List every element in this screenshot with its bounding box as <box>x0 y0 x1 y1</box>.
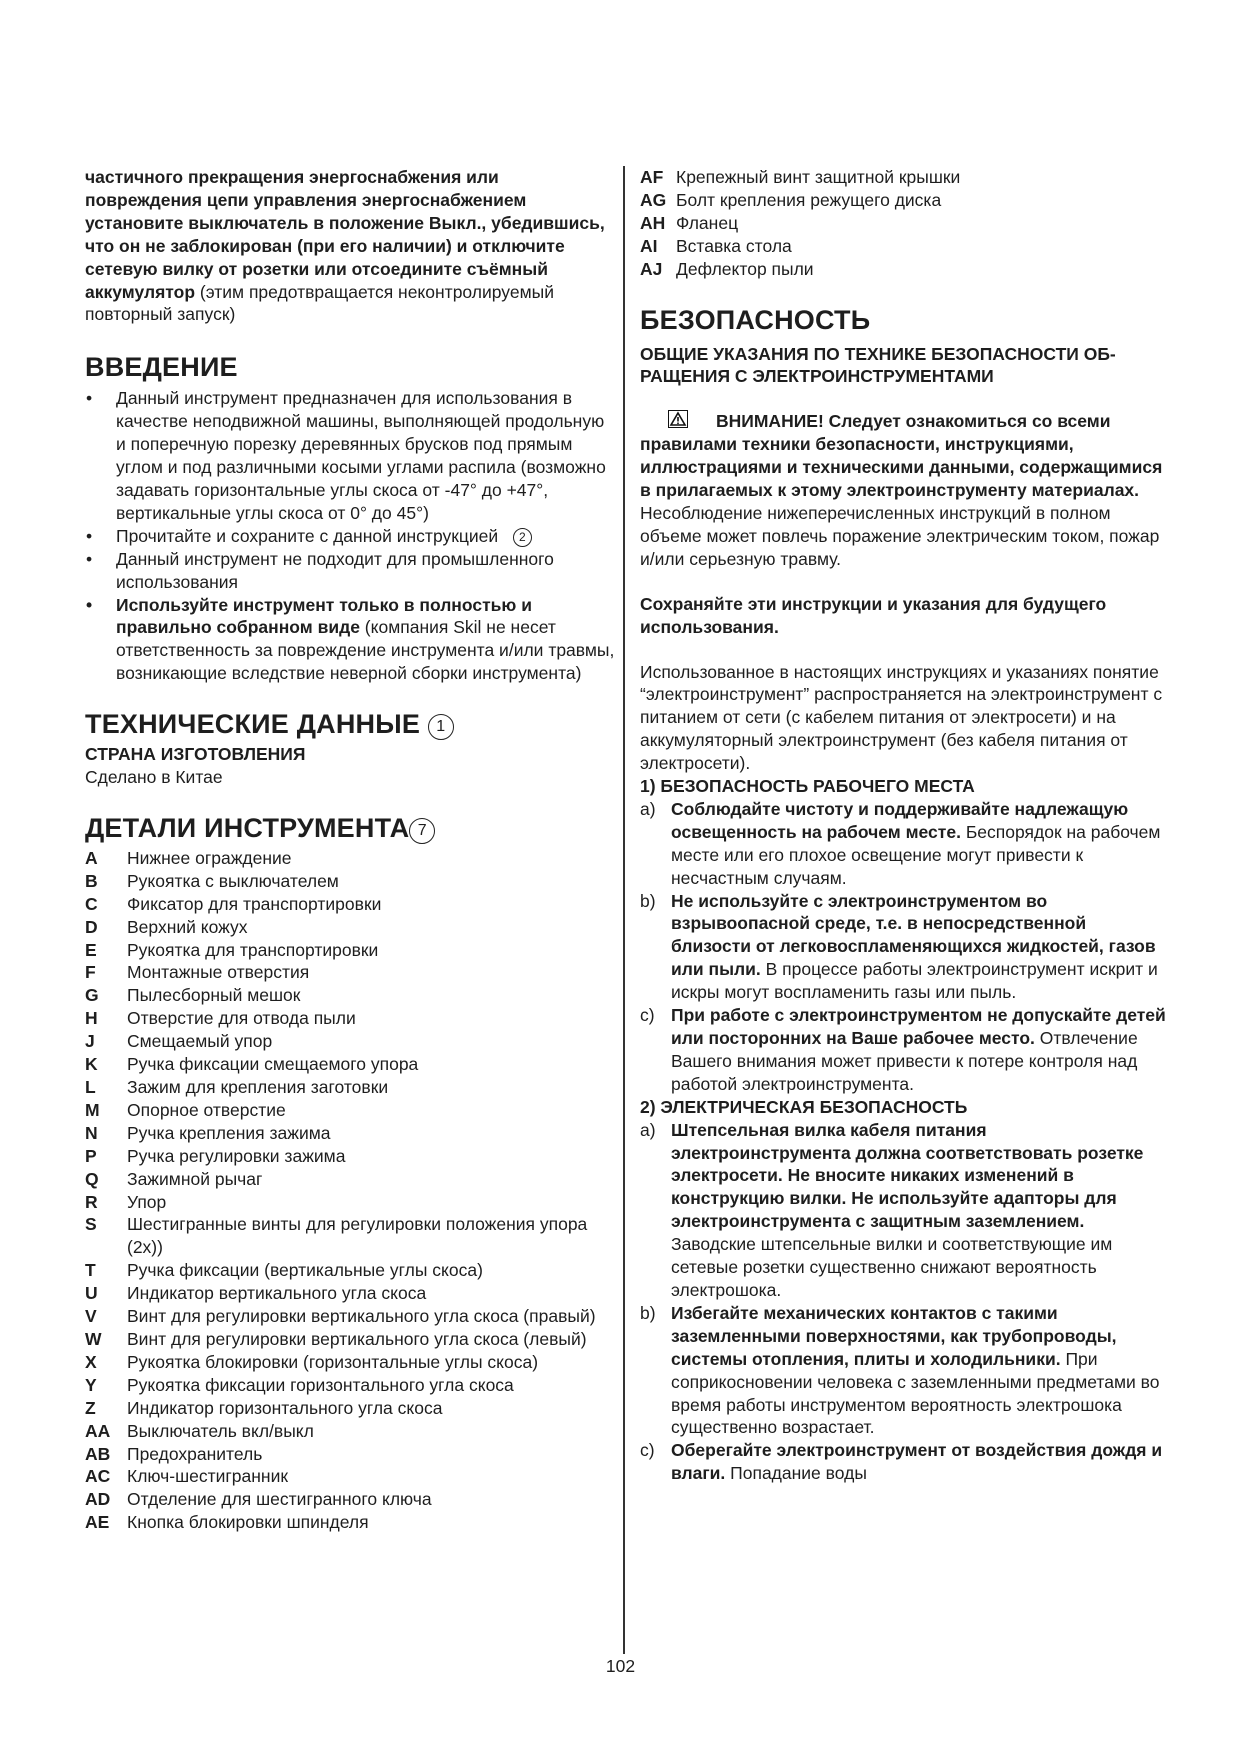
column-divider <box>623 166 625 1654</box>
part-item: J Смещаемый упор <box>85 1031 273 1052</box>
part-item: V Винт для регулировки вертикального угла скоса (правый) <box>85 1306 596 1327</box>
part-item: C Фиксатор для транспортировки <box>85 893 382 914</box>
right-column <box>640 166 1170 1485</box>
part-item: A Нижнее ограждение <box>85 847 292 868</box>
part-item: P Ручка регулировки зажима <box>85 1145 346 1166</box>
keep-instructions: Сохраняйте эти инструкции и указания для будущего использования. <box>640 593 1107 637</box>
safety-item: b) Избегайте механических контактов с такими заземленными поверхностями, как трубопроводы, системы отопления, плиты и холодильники. При соприкосновении человека с заземленными предметами во время работы инструментом вероятность электрошока существенно возрастает. <box>640 1302 1160 1438</box>
part-item: AB Предохранитель <box>85 1443 263 1464</box>
general-safety-title: ОБЩИЕ УКАЗАНИЯ ПО ТЕХНИКЕ БЕЗОПАСНОСТИ ОБ- РАЩЕНИЯ С ЭЛЕКТРОИНСТРУМЕНТАМИ <box>640 343 1116 387</box>
bullet-item: • Данный инструмент предназначен для использования в качестве неподвижной машины, выполняющей продольную и поперечную порезку деревянных брусков под прямым углом и под различными косыми углами распила (возможно задавать горизонтальные углы скоса от -47° до +47°, вертикальные углы скоса от 0° до 45°) <box>86 388 606 523</box>
bullet-item: • Прочитайте и сохраните с данной инструкцией 2 <box>85 525 615 548</box>
part-item: Y Рукоятка фиксации горизонтального угла скоса <box>85 1374 514 1395</box>
part-item: U Индикатор вертикального угла скоса <box>85 1283 427 1304</box>
country-title: СТРАНА ИЗГОТОВЛЕНИЯ <box>85 744 306 765</box>
part-item: AF Крепежный винт защитной крышки <box>640 167 961 187</box>
heading-tool-parts: ДЕТАЛИ ИНСТРУМЕНТА 7 <box>85 811 615 845</box>
intro-paragraph: частичного прекращения энергоснабжения или повреждения цепи управления энергоснабжением установите выключатель в положение Выкл., убедившись, что он не заблокирован (при его наличии) и отключите сетевую вилку от розетки или отсоедините съёмный аккумулятор (этим предотвращается неконтролируемый повторный запуск) <box>85 167 605 325</box>
part-item: M Опорное отверстие <box>85 1099 286 1120</box>
part-item: T Ручка фиксации (вертикальные углы скоса) <box>85 1260 483 1281</box>
figure-ref-badge: 2 <box>513 528 532 547</box>
page-number: 102 <box>605 1656 636 1676</box>
left-column <box>85 166 615 1534</box>
figure-ref-badge: 7 <box>409 818 435 844</box>
bullet-item: • Данный инструмент не подходит для промышленного использования <box>86 548 554 592</box>
country-value: Сделано в Китае <box>85 767 223 788</box>
part-item: AJ Дефлектор пыли <box>640 258 814 279</box>
heading-safety: БЕЗОПАСНОСТЬ <box>640 304 871 335</box>
part-item: N Ручка крепления зажима <box>85 1122 331 1143</box>
part-item: Z Индикатор горизонтального угла скоса <box>85 1397 443 1418</box>
part-item: AD Отделение для шестигранного ключа <box>85 1489 432 1510</box>
part-item: AH Фланец <box>640 212 739 233</box>
section-1-title: 1) БЕЗОПАСНОСТЬ РАБОЧЕГО МЕСТА <box>640 776 975 797</box>
part-item: X Рукоятка блокировки (горизонтальные углы скоса) <box>85 1351 539 1372</box>
part-item: H Отверстие для отвода пыли <box>85 1008 356 1029</box>
heading-technical-data: ТЕХНИЧЕСКИЕ ДАННЫЕ 1 <box>85 707 615 741</box>
bullet-item: • Используйте инструмент только в полностью и правильно собранном виде (компания Skil не несет ответственность за повреждение инструмента и/или травмы, возникающие вследствие неверной сборки инструмента) <box>86 594 615 684</box>
parts-list-right <box>640 166 1170 281</box>
part-item: B Рукоятка с выключателем <box>85 870 339 891</box>
part-item: S Шестигранные винты для регулировки положения упора (2x)) <box>85 1214 588 1258</box>
safety-item: c) При работе с электроинструментом не допускайте детей или посторонних на Ваше рабочее место. Отвлечение Вашего внимания может привести к потере контроля над работой электроинструмента. <box>640 1005 1166 1094</box>
part-item: AE Кнопка блокировки шпинделя <box>85 1512 369 1533</box>
warning-icon <box>668 410 688 428</box>
part-item: AA Выключатель вкл/выкл <box>85 1420 314 1441</box>
part-item: AC Ключ-шестигранник <box>85 1466 289 1487</box>
part-item: E Рукоятка для транспортировки <box>85 939 379 960</box>
part-item: R Упор <box>85 1191 167 1212</box>
parts-list-left <box>85 847 615 1534</box>
warning-paragraph: ВНИМАНИЕ! Следует ознакомиться со всеми правилами техники безопасности, инструкциями, иллюстрациями и техническими данными, содержащимися в прилагаемых к этому электроинструменту материалах. Несоблюдение нижеперечисленных инструкций в полном объеме может повлечь поражение электрическим током, пожар и/или серьезную травму. <box>640 411 1163 569</box>
part-item: AG Болт крепления режущего диска <box>640 189 942 210</box>
intro-bullets <box>85 387 615 685</box>
section-2-title: 2) ЭЛЕКТРИЧЕСКАЯ БЕЗОПАСНОСТЬ <box>640 1096 968 1117</box>
heading-introduction: ВВЕДЕНИЕ <box>85 352 238 383</box>
safety-item: a) Штепсельная вилка кабеля питания электроинструмента должна соответствовать розетке электросети. Не вносите никаких изменений в конструкцию вилки. Не используйте адапторы для электроинструмента с защитным заземлением. Заводские штепсельные вилки и соответствующие им сетевые розетки существенно снижают вероятность электрошока. <box>640 1119 1144 1300</box>
safety-item: b) Не используйте с электроинструментом во взрывоопасной среде, т.е. в непосредственной близости от легковоспламеняющихся жидкостей, газов или пыли. В процессе работы электроинструмент искрит и искры могут воспламенить газы или пыль. <box>640 890 1158 1003</box>
part-item: W Винт для регулировки вертикального угла скоса (левый) <box>85 1328 587 1349</box>
part-item: L Зажим для крепления заготовки <box>85 1077 389 1097</box>
part-item: D Верхний кожух <box>85 916 248 937</box>
part-item: K Ручка фиксации смещаемого упора <box>85 1054 419 1075</box>
term-paragraph: Использованное в настоящих инструкциях и указаниях понятие “электроинструмент” распространяется на электроинструмент с питанием от сети (с кабелем питания от электросети) и на аккумуляторный электроинструмент (без кабеля питания от электросети). <box>640 661 1163 774</box>
part-item: AI Вставка стола <box>640 235 792 256</box>
part-item: Q Зажимной рычаг <box>85 1168 263 1189</box>
safety-item: c) Оберегайте электроинструмент от воздействия дождя и влаги. Попадание воды <box>640 1440 1163 1484</box>
safety-item: a) Соблюдайте чистоту и поддерживайте надлежащую освещенность на рабочем месте. Беспорядок на рабочем месте или его плохое освещение могут привести к несчастным случаям. <box>640 798 1161 888</box>
part-item: F Монтажные отверстия <box>85 962 310 983</box>
part-item: G Пылесборный мешок <box>85 985 301 1006</box>
figure-ref-badge: 1 <box>428 714 454 740</box>
